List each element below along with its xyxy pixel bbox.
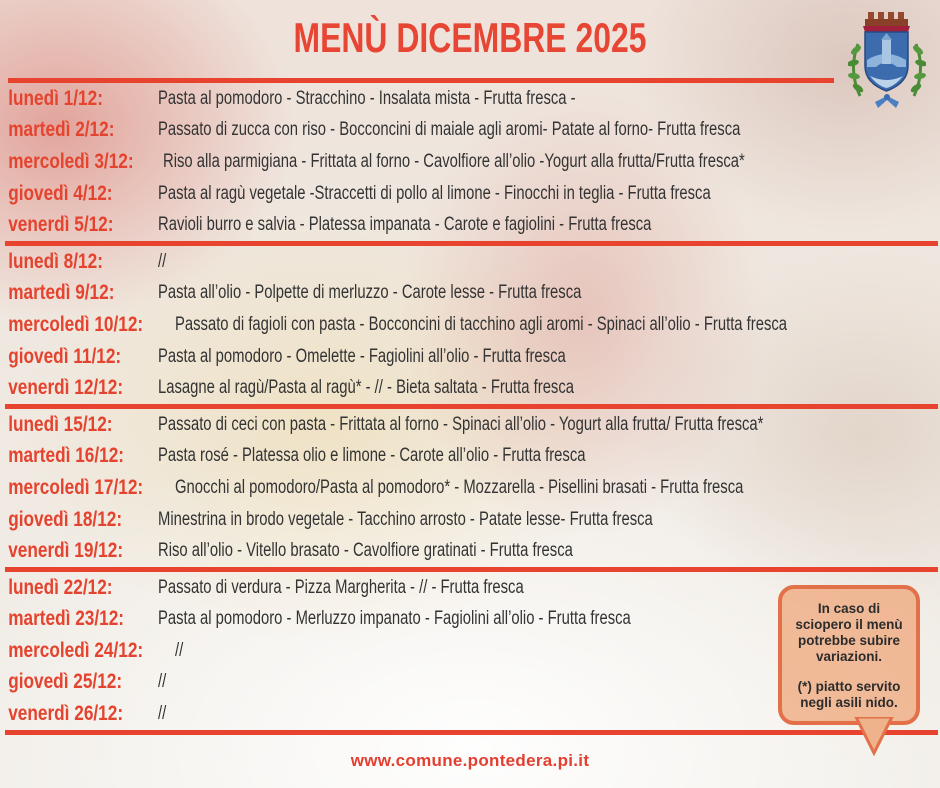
menu-text: //: [158, 703, 167, 725]
menu-text: Passato di fagioli con pasta - Bocconcini di tacchino agli aromi - Spinaci all’olio - Frutta fresca: [174, 313, 787, 335]
menu-row: [0, 83, 940, 115]
week-2: [0, 246, 940, 404]
day-label: giovedì 18/12:: [8, 507, 123, 531]
menu-text: Pasta al ragù vegetale -Straccetti di pollo al limone - Finocchi in teglia - Frutta fresca: [158, 182, 711, 204]
day-label: mercoledì 10/12:: [8, 312, 144, 336]
menu-row: [0, 246, 940, 278]
menu-text: Pasta al pomodoro - Stracchino - Insalata mista - Frutta fresca -: [158, 87, 576, 109]
menu-row: [0, 372, 940, 404]
page-title: MENÙ DICEMBRE 2025: [293, 14, 647, 61]
menu-text: Passato di verdura - Pizza Margherita - // - Frutta fresca: [158, 576, 524, 598]
divider-line: [8, 78, 834, 83]
poster-footer: [0, 751, 940, 771]
menu-row: [0, 441, 940, 473]
menu-text: Lasagne al ragù/Pasta al ragù* - // - Bieta saltata - Frutta fresca: [158, 377, 574, 399]
day-label: venerdì 26/12:: [8, 702, 124, 726]
menu-text: Pasta al pomodoro - Omelette - Fagiolini all’olio - Frutta fresca: [158, 345, 566, 367]
menu-row: [0, 309, 940, 341]
speech-bubble-tail: [852, 717, 896, 757]
day-label: giovedì 4/12:: [8, 181, 113, 205]
menu-row: [0, 409, 940, 441]
menu-row: [0, 209, 940, 241]
menu-text: Pasta al pomodoro - Merluzzo impanato - Fagiolini all’olio - Frutta fresca: [158, 608, 631, 630]
day-label: lunedì 1/12:: [8, 86, 103, 110]
menu-text: Minestrina in brodo vegetale - Tacchino arrosto - Patate lesse- Frutta fresca: [158, 508, 653, 530]
divider-line: [5, 567, 938, 572]
day-label: mercoledì 24/12:: [8, 638, 144, 662]
website-url: www.comune.pontedera.pi.it: [350, 750, 590, 770]
day-label: venerdì 5/12:: [8, 213, 114, 237]
day-label: giovedì 11/12:: [8, 344, 122, 368]
menu-text: //: [174, 639, 183, 661]
poster-header: [0, 0, 940, 78]
menu-row: [0, 178, 940, 210]
menu-text: Passato di zucca con riso - Bocconcini di maiale agli aromi- Patate al forno- Frutta fresca: [158, 119, 741, 141]
day-label: venerdì 12/12:: [8, 376, 124, 400]
week-1: [0, 83, 940, 241]
menu-row: [0, 341, 940, 373]
divider-line: [5, 404, 938, 409]
strike-note-bubble: [778, 585, 920, 725]
note-line-2: (*) piatto servito negli asili nido.: [797, 678, 901, 710]
menu-text: Pasta rosé - Platessa olio e limone - Carote all’olio - Frutta fresca: [158, 445, 586, 467]
day-label: mercoledì 3/12:: [8, 149, 134, 173]
menu-text: Passato di ceci con pasta - Frittata al forno - Spinaci all’olio - Yogurt alla frutta/ Frutta fresca*: [158, 413, 764, 435]
day-label: lunedì 22/12:: [8, 575, 113, 599]
day-label: martedì 2/12:: [8, 118, 115, 142]
menu-text: Riso all’olio - Vitello brasato - Cavolfiore gratinati - Frutta fresca: [158, 540, 573, 562]
day-label: martedì 23/12:: [8, 607, 125, 631]
menu-text: Pasta all’olio - Polpette di merluzzo - Carote lesse - Frutta fresca: [158, 282, 582, 304]
menu-row: [0, 504, 940, 536]
menu-text: Riso alla parmigiana - Frittata al forno - Cavolfiore all’olio -Yogurt alla frutta/Frutta fresca*: [162, 150, 745, 172]
week-3: [0, 409, 940, 567]
menu-text: Gnocchi al pomodoro/Pasta al pomodoro* - Mozzarella - Pisellini brasati - Frutta fresca: [174, 476, 743, 498]
day-label: lunedì 8/12:: [8, 249, 103, 273]
day-label: giovedì 25/12:: [8, 670, 123, 694]
day-label: lunedì 15/12:: [8, 412, 113, 436]
day-label: martedì 16/12:: [8, 444, 125, 468]
menu-row: [0, 535, 940, 567]
menu-text: //: [158, 250, 167, 272]
menu-text: Ravioli burro e salvia - Platessa impanata - Carote e fagiolini - Frutta fresca: [158, 214, 652, 236]
menu-row: [0, 472, 940, 504]
day-label: venerdì 19/12:: [8, 539, 124, 563]
day-label: mercoledì 17/12:: [8, 475, 144, 499]
divider-line: [5, 241, 938, 246]
day-label: martedì 9/12:: [8, 281, 115, 305]
menu-row: [0, 278, 940, 310]
pontedera-coat-of-arms-icon: [848, 8, 926, 112]
divider-line: [5, 730, 938, 735]
menu-row: [0, 115, 940, 147]
menu-text: //: [158, 671, 167, 693]
menu-row: [0, 146, 940, 178]
note-line-1: In caso di sciopero il menù potrebbe subire variazioni.: [795, 601, 903, 664]
